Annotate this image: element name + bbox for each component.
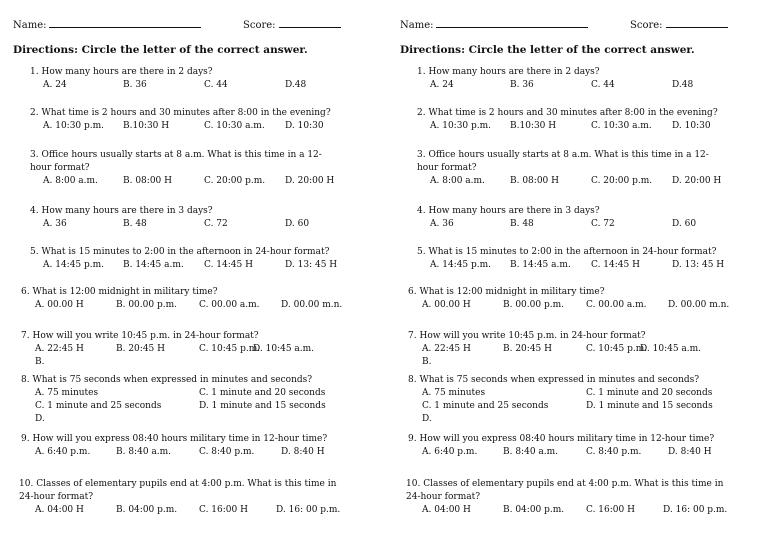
choice-row [13,259,383,272]
answer-choice[interactable]: B. 14:45 a.m. [510,260,571,270]
question-item [13,374,383,426]
question-item [13,433,383,459]
answer-choice[interactable]: D. 13: 45 H [285,260,338,270]
question-item [13,246,383,272]
name-label: Name: [400,20,434,31]
answer-choice[interactable]: C. 44 [591,80,615,90]
answer-choice[interactable]: D. 1 minute and 15 seconds [199,401,326,411]
choice-row [400,175,768,188]
choice-row [400,218,768,231]
question-text: What is 15 minutes to 2:00 in the afternoon in 24-hour format? [41,247,330,257]
answer-choice-overflow[interactable]: D. [35,414,45,424]
answer-choice-overflow[interactable]: B. [422,357,432,367]
score-label: Score: [630,20,663,31]
answer-choice[interactable]: C. 20:00 p.m. [591,176,653,186]
answer-choice[interactable]: D. 00.00 m.n. [281,300,343,310]
question-number: 2. [30,108,39,118]
answer-choice[interactable]: C. 1 minute and 25 seconds [422,401,549,411]
question-text: Classes of elementary pupils end at 4:00 p.m. What is this time in 24-hour format? [19,479,337,502]
answer-choice[interactable]: D. 8:40 H [281,447,325,457]
question-item [13,330,383,369]
answer-choice[interactable]: A. 75 minutes [422,388,486,398]
question-number: 10. [19,479,34,489]
question-number: 1. [417,67,426,77]
answer-choice[interactable]: A. 04:00 H [422,505,471,515]
answer-choice[interactable]: D. 60 [672,219,697,229]
answer-choice[interactable]: A. 14:45 p.m. [430,260,492,270]
answer-choice[interactable]: A. 00.00 H [35,300,84,310]
answer-choice[interactable]: B. 08:00 H [510,176,559,186]
score-label: Score: [243,20,276,31]
question-stem [13,286,383,299]
choice-row [13,446,383,459]
question-item [13,478,383,517]
answer-choice[interactable]: C. 10:45 p.m. [199,344,261,354]
answer-choice[interactable]: A. 8:00 a.m. [430,176,485,186]
answer-choice[interactable]: B. 00.00 p.m. [503,300,564,310]
question-text: How will you write 10:45 p.m. in 24-hour format? [419,331,646,341]
answer-choice-overflow[interactable]: B. [35,357,45,367]
answer-choice[interactable]: D. 16: 00 p.m. [276,505,341,515]
answer-choice[interactable]: C. 14:45 H [204,260,253,270]
answer-choice[interactable]: C. 1 minute and 25 seconds [35,401,162,411]
answer-choice[interactable]: C. 10:30 a.m. [204,121,265,131]
question-number: 8. [21,375,30,385]
question-text: What is 12:00 midnight in military time? [32,287,218,297]
question-number: 10. [406,479,421,489]
question-stem [13,149,342,175]
question-number: 9. [408,434,417,444]
question-item [13,149,383,188]
question-item [13,205,383,231]
score-field [243,18,341,31]
question-text: How many hours are there in 3 days? [41,206,213,216]
answer-choice[interactable]: B. 14:45 a.m. [123,260,184,270]
answer-choice[interactable]: C. 1 minute and 20 seconds [586,388,713,398]
answer-choice[interactable]: C. 16:00 H [586,505,635,515]
question-number: 5. [417,247,426,257]
answer-choice[interactable]: B. 04:00 p.m. [116,505,178,515]
answer-choice[interactable]: B. 8:40 a.m. [503,447,559,457]
question-number: 2. [417,108,426,118]
question-number: 6. [408,287,417,297]
question-stem [13,246,383,259]
question-item [400,478,768,517]
question-text: Office hours usually starts at 8 a.m. What is this time in a 12-hour format? [417,150,709,173]
choice-row [400,446,768,459]
score-blank-line [279,18,341,28]
question-stem [400,374,768,387]
question-stem [13,205,383,218]
answer-choice[interactable]: C. 72 [204,219,228,229]
question-number: 3. [30,150,39,160]
question-text: What is 75 seconds when expressed in minutes and seconds? [419,375,700,385]
answer-choice[interactable]: A. 75 minutes [35,388,99,398]
question-stem [400,433,768,446]
question-text: How will you express 08:40 hours military time in 12-hour time? [32,434,328,444]
choice-row [13,175,383,188]
worksheet-left [13,0,383,543]
question-item [400,286,768,312]
question-text: How will you express 08:40 hours military time in 12-hour time? [419,434,715,444]
answer-choice[interactable]: A. 36 [43,219,67,229]
name-blank-line [436,18,588,28]
question-stem [400,330,768,343]
answer-choice[interactable]: C. 16:00 H [199,505,248,515]
question-item [400,107,768,133]
choice-row [400,387,768,400]
answer-choice[interactable]: C. 10:45 p.m. [586,344,648,354]
question-stem [400,478,724,504]
choice-row [13,79,383,92]
answer-choice[interactable]: C. 14:45 H [591,260,640,270]
question-item [400,374,768,426]
question-text: What is 12:00 midnight in military time? [419,287,605,297]
answer-choice[interactable]: D. 13: 45 H [672,260,725,270]
answer-choice[interactable]: D. 20:00 H [285,176,335,186]
answer-choice[interactable]: B. 20:45 H [503,344,552,354]
question-item [400,66,768,92]
question-text: What time is 2 hours and 30 minutes after 8:00 in the evening? [41,108,331,118]
answer-choice[interactable]: C. 00.00 a.m. [199,300,260,310]
answer-choice[interactable]: A. 24 [43,80,67,90]
choice-row [400,299,768,312]
name-label: Name: [13,20,47,31]
question-stem [400,246,768,259]
question-item [13,66,383,92]
answer-choice[interactable]: D. 00.00 m.n. [668,300,730,310]
answer-choice[interactable]: B. 48 [510,219,534,229]
question-item [13,286,383,312]
question-stem [13,374,383,387]
answer-choice[interactable]: B. 48 [123,219,147,229]
choice-row [400,120,768,133]
answer-choice[interactable]: A. 22:45 H [35,344,84,354]
answer-choice[interactable]: D. 10:45 a.m. [253,344,315,354]
answer-choice[interactable]: A. 10:30 p.m. [43,121,105,131]
question-stem [400,149,729,175]
question-text: How will you write 10:45 p.m. in 24-hour format? [32,331,259,341]
answer-choice[interactable]: B. 00.00 p.m. [116,300,177,310]
question-text: How many hours are there in 2 days? [41,67,213,77]
question-number: 1. [30,67,39,77]
answer-choice[interactable]: A. 6:40 p.m. [35,447,91,457]
question-stem [13,478,337,504]
answer-choice[interactable]: A. 04:00 H [35,505,84,515]
answer-choice[interactable]: B. 04:00 p.m. [503,505,565,515]
choice-row [13,218,383,231]
answer-choice[interactable]: C. 8:40 p.m. [586,447,642,457]
name-blank-line [49,18,201,28]
question-text: Classes of elementary pupils end at 4:00 p.m. What is this time in 24-hour format? [406,479,724,502]
question-text: What is 15 minutes to 2:00 in the afternoon in 24-hour format? [428,247,717,257]
answer-choice[interactable]: A. 10:30 p.m. [430,121,492,131]
choice-row [13,343,383,356]
directions-heading: Directions: Circle the letter of the correct answer. [400,44,695,56]
answer-choice[interactable]: D. 16: 00 p.m. [663,505,728,515]
answer-choice[interactable]: A. 14:45 p.m. [43,260,105,270]
question-number: 3. [417,150,426,160]
question-stem [400,205,768,218]
question-stem [13,433,383,446]
answer-choice[interactable]: D.48 [285,80,307,90]
answer-choice[interactable]: B.10:30 H [510,121,557,131]
answer-choice[interactable]: A. 24 [430,80,454,90]
question-item [400,433,768,459]
answer-choice[interactable]: D. 20:00 H [672,176,722,186]
answer-choice[interactable]: D. 10:45 a.m. [640,344,702,354]
name-field [13,18,201,31]
directions-heading: Directions: Circle the letter of the correct answer. [13,44,308,56]
choice-row [13,400,383,413]
choice-row [13,299,383,312]
choice-row [400,343,768,356]
question-text: What is 75 seconds when expressed in minutes and seconds? [32,375,313,385]
question-text: How many hours are there in 3 days? [428,206,600,216]
choice-row [400,79,768,92]
choice-row [400,400,768,413]
answer-choice[interactable]: C. 8:40 p.m. [199,447,255,457]
question-item [400,205,768,231]
question-stem [13,330,383,343]
question-item [400,330,768,369]
answer-choice[interactable]: B. 20:45 H [116,344,165,354]
question-number: 4. [30,206,39,216]
answer-choice[interactable]: D. 60 [285,219,310,229]
question-stem [400,66,768,79]
question-text: What time is 2 hours and 30 minutes after 8:00 in the evening? [428,108,718,118]
question-number: 5. [30,247,39,257]
answer-choice[interactable]: B. 8:40 a.m. [116,447,172,457]
answer-choice[interactable]: C. 10:30 a.m. [591,121,652,131]
answer-choice[interactable]: D. 10:30 [672,121,711,131]
choice-row [400,504,768,517]
answer-choice[interactable]: D.48 [672,80,694,90]
question-text: Office hours usually starts at 8 a.m. What is this time in a 12-hour format? [30,150,322,173]
question-number: 9. [21,434,30,444]
choice-row [13,504,383,517]
answer-choice[interactable]: C. 00.00 a.m. [586,300,647,310]
question-stem [400,107,768,120]
question-stem [13,107,383,120]
choice-row [13,387,383,400]
answer-choice[interactable]: C. 72 [591,219,615,229]
question-stem [400,286,768,299]
answer-choice[interactable]: C. 44 [204,80,228,90]
answer-choice[interactable]: C. 20:00 p.m. [204,176,266,186]
answer-choice[interactable]: C. 1 minute and 20 seconds [199,388,326,398]
worksheet-right [400,0,768,543]
answer-choice[interactable]: D. 8:40 H [668,447,712,457]
question-item [400,149,768,188]
choice-row [400,259,768,272]
question-number: 4. [417,206,426,216]
answer-choice[interactable]: A. 36 [430,219,454,229]
question-stem [13,66,383,79]
question-text: How many hours are there in 2 days? [428,67,600,77]
answer-choice[interactable]: A. 00.00 H [422,300,471,310]
answer-choice[interactable]: B. 08:00 H [123,176,172,186]
answer-choice[interactable]: D. 10:30 [285,121,324,131]
answer-choice[interactable]: B. 36 [123,80,147,90]
answer-choice[interactable]: B.10:30 H [123,121,170,131]
answer-choice[interactable]: A. 6:40 p.m. [422,447,478,457]
choice-row [13,120,383,133]
score-field [630,18,728,31]
score-blank-line [666,18,728,28]
question-number: 7. [21,331,30,341]
answer-choice[interactable]: D. 1 minute and 15 seconds [586,401,713,411]
question-item [13,107,383,133]
name-field [400,18,588,31]
answer-choice[interactable]: B. 36 [510,80,534,90]
answer-choice[interactable]: A. 8:00 a.m. [43,176,98,186]
question-number: 6. [21,287,30,297]
question-number: 8. [408,375,417,385]
answer-choice[interactable]: A. 22:45 H [422,344,471,354]
question-number: 7. [408,331,417,341]
answer-choice-overflow[interactable]: D. [422,414,432,424]
question-item [400,246,768,272]
